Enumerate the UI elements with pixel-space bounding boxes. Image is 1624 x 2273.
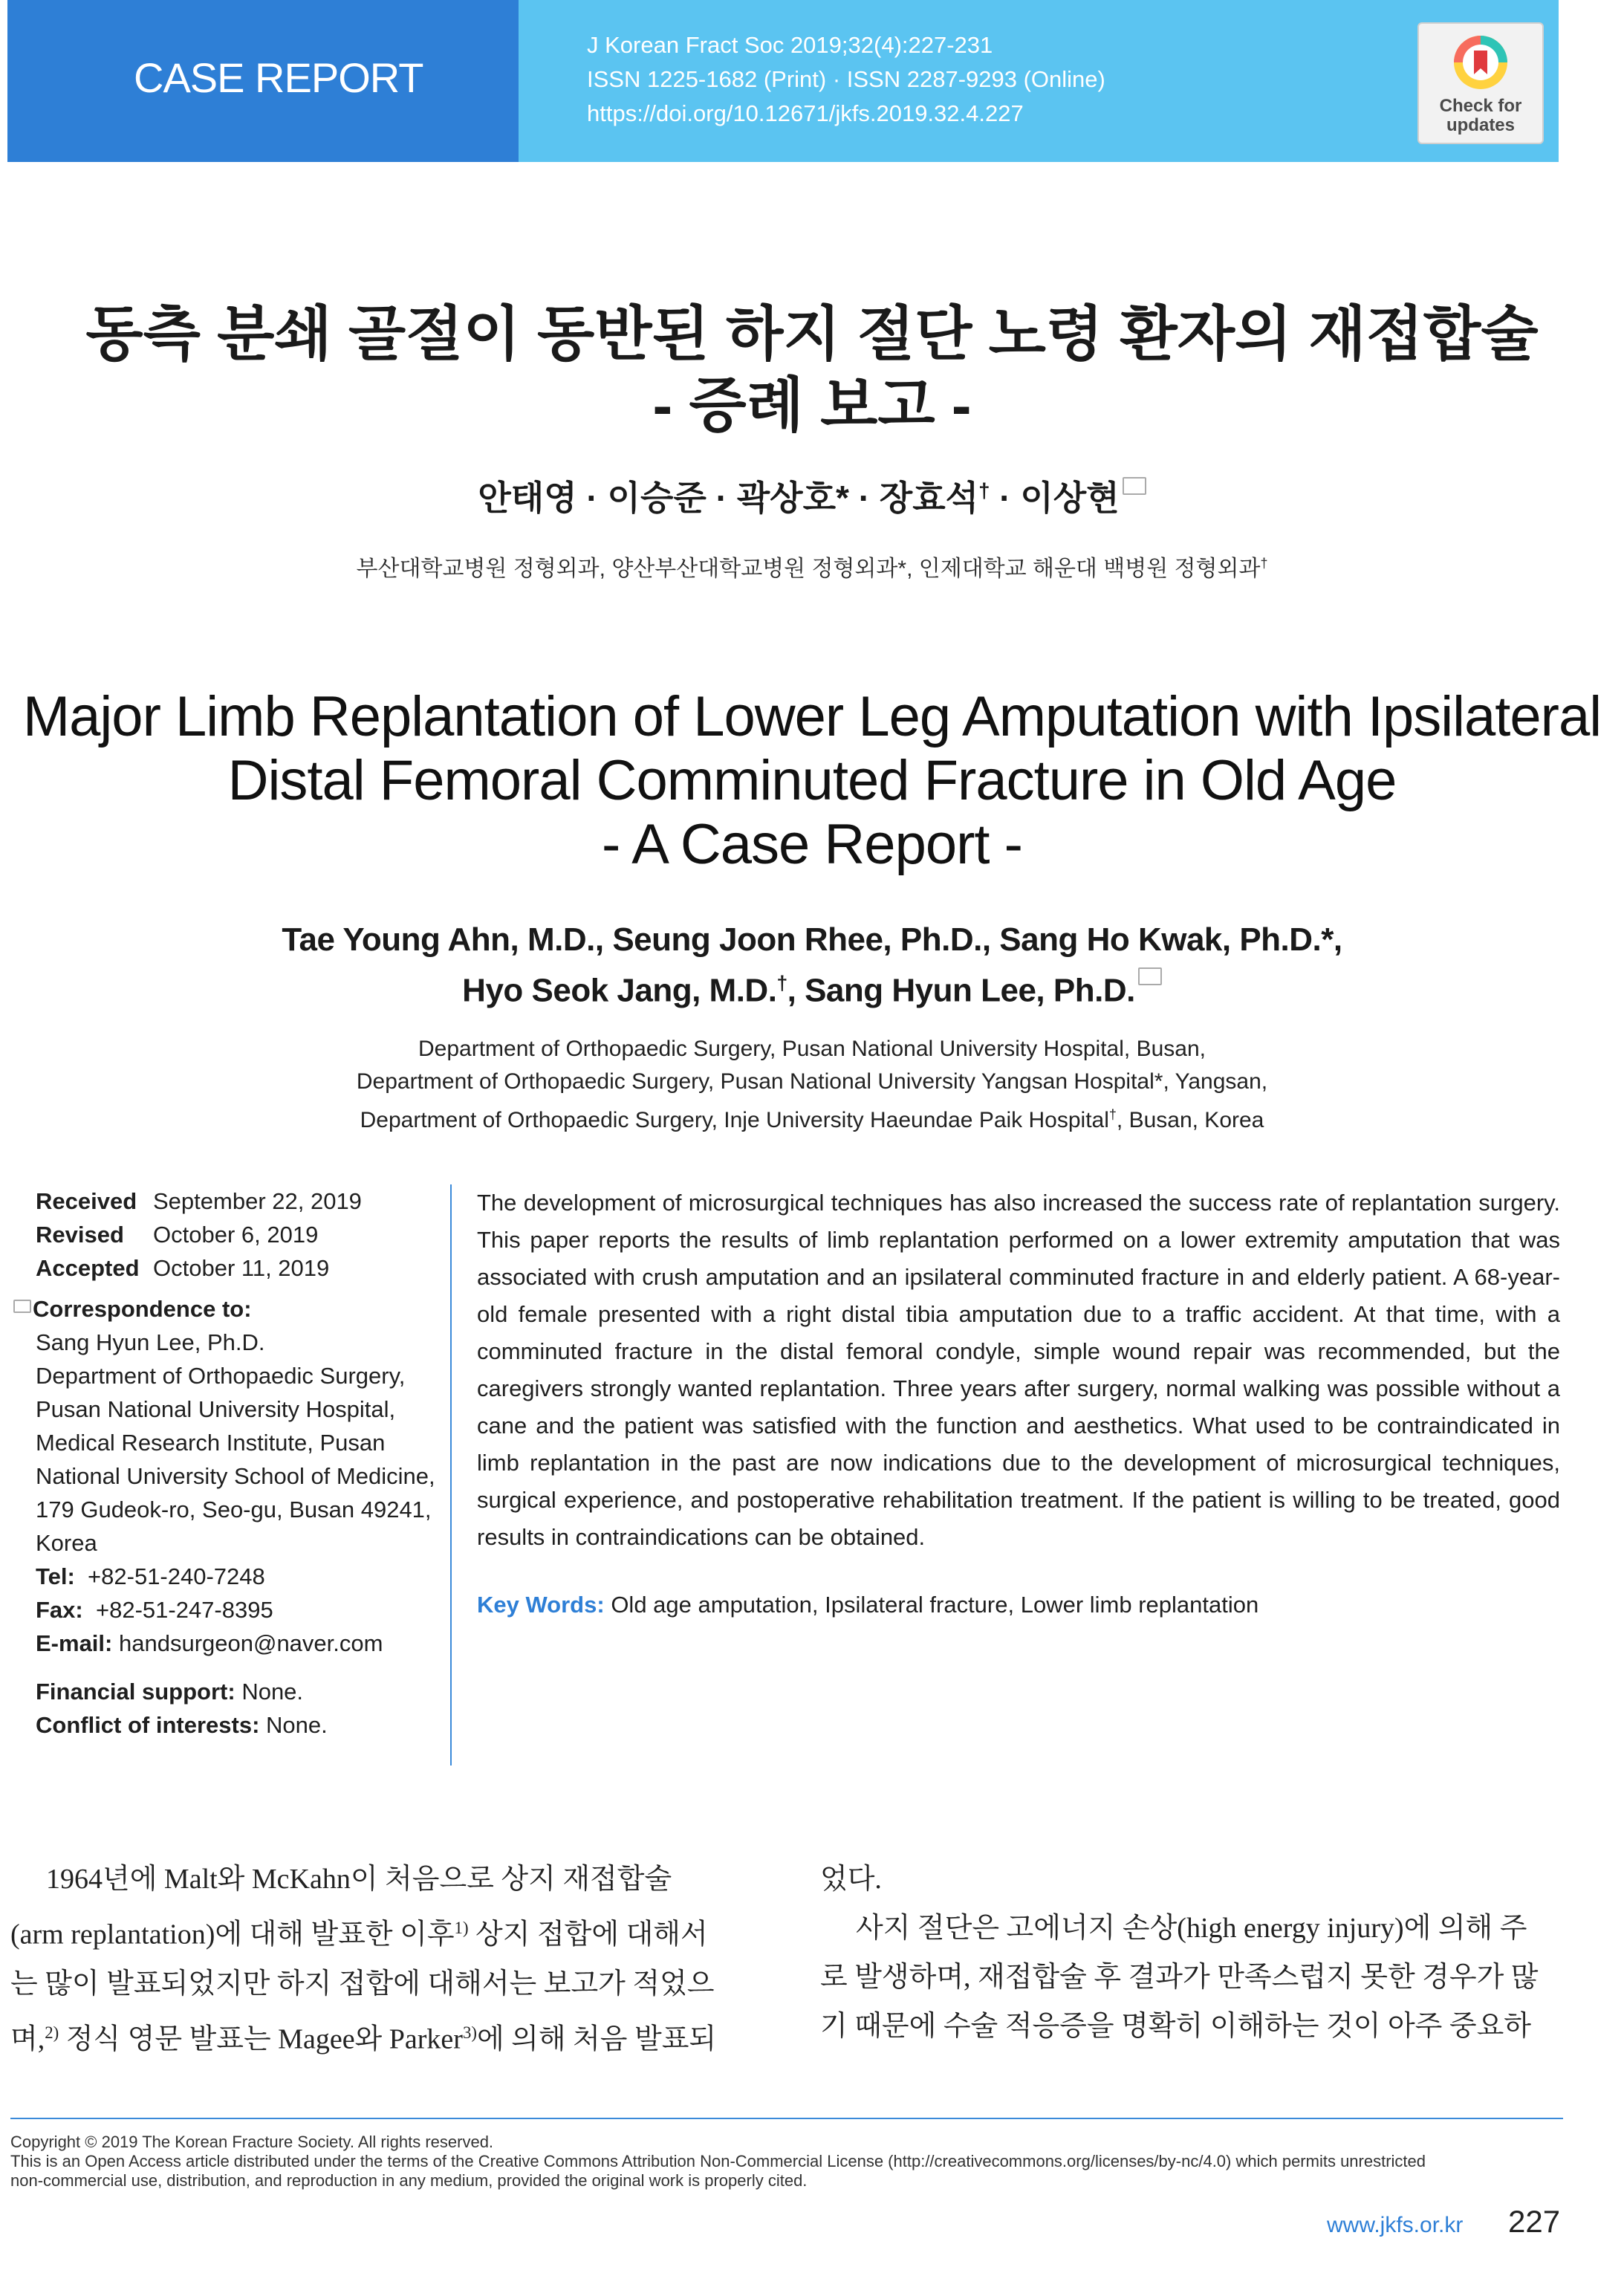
received-row — [36, 1184, 452, 1218]
doi-link[interactable]: https://doi.org/10.12671/jkfs.2019.32.4.227 — [587, 100, 1024, 126]
copyright-notice — [10, 2133, 1426, 2191]
fax-number: +82-51-247-8395 — [95, 1597, 273, 1623]
issn: ISSN 1225-1682 (Print) · ISSN 2287-9293 (Online) — [587, 66, 1105, 92]
address-line: Department of Orthopaedic Surgery, — [36, 1363, 406, 1389]
english-affiliation — [0, 1033, 1624, 1137]
korean-affiliation-text: 부산대학교병원 정형외과, 양산부산대학교병원 정형외과*, 인제대학교 해운대 백병원 정형외과 — [356, 557, 1261, 581]
body-line: 로 발생하며, 재접합술 후 결과가 만족스럽지 못한 경우가 많 — [820, 1962, 1539, 1993]
email-row — [36, 1627, 452, 1660]
english-authors — [0, 918, 1624, 1013]
conflict-value: None. — [266, 1712, 328, 1738]
korean-title-line1: 동측 분쇄 골절이 동반된 하지 절단 노령 환자의 재접합술 — [85, 301, 1539, 367]
body-line: 사지 절단은 고에너지 손상(high energy injury)에 의해 주 — [856, 1913, 1527, 1944]
address-line: Medical Research Institute, Pusan — [36, 1430, 386, 1456]
correspondence-label: Correspondence to: — [33, 1296, 252, 1322]
body-line — [10, 1904, 753, 1959]
financial-label: Financial support: — [36, 1679, 236, 1705]
received-date: September 22, 2019 — [153, 1188, 362, 1214]
affiliation-line3a: Department of Orthopaedic Surgery, Inje University Haeundae Paik Hospital — [360, 1108, 1109, 1132]
envelope-icon — [1138, 967, 1162, 985]
financial-row — [36, 1675, 452, 1708]
revised-row — [36, 1218, 452, 1251]
body-line: 기 때문에 수술 적응증을 명확히 이해하는 것이 아주 중요하 — [820, 2011, 1531, 2042]
sidebar-divider — [450, 1184, 452, 1765]
financial-value: None. — [241, 1679, 304, 1705]
korean-affiliation — [0, 550, 1624, 583]
dagger-mark: † — [1260, 556, 1268, 571]
english-title-line1: Major Limb Replantation of Lower Leg Amputation with Ipsilateral — [22, 685, 1602, 748]
reference-mark[interactable]: 2) — [45, 2023, 59, 2042]
conflict-label: Conflict of interests: — [36, 1712, 260, 1738]
email-link[interactable]: handsurgeon@naver.com — [118, 1630, 383, 1656]
english-authors-line2 — [0, 962, 1624, 1013]
conflict-row — [36, 1708, 452, 1742]
section-banner — [7, 0, 519, 162]
address-line: Sang Hyun Lee, Ph.D. — [36, 1329, 265, 1355]
license-line1: This is an Open Access article distributed under the terms of the Creative Commons Attribution Non-Commercial License (http://creativecommons.org/licenses/by-nc/4.0) which permits unrestricted — [10, 2152, 1426, 2170]
body-text: 에 의해 처음 발표되 — [476, 2023, 717, 2055]
citation: J Korean Fract Soc 2019;32(4):227-231 — [587, 32, 993, 58]
affiliation-line1: Department of Orthopaedic Surgery, Pusan National University Hospital, Busan, — [418, 1037, 1206, 1061]
english-authors-line2a: Hyo Seok Jang, M.D. — [462, 972, 777, 1009]
envelope-icon — [1123, 477, 1146, 495]
korean-authors-text: 안태영 · 이승준 · 곽상호* · 장효석 — [478, 479, 979, 517]
check-updates-line1: Check for — [1439, 96, 1522, 116]
english-title-line2: Distal Femoral Comminuted Fracture in Old Age — [227, 749, 1397, 812]
affiliation-line2: Department of Orthopaedic Surgery, Pusan National University Yangsan Hospital*, Yangsan, — [356, 1069, 1268, 1094]
keywords-list: Old age amputation, Ipsilateral fracture, Lower limb replantation — [611, 1592, 1259, 1618]
dagger-mark: † — [978, 479, 990, 502]
tel-number: +82-51-240-7248 — [88, 1563, 265, 1589]
received-label: Received — [36, 1188, 137, 1214]
english-authors-line1: Tae Young Ahn, M.D., Seung Joon Rhee, Ph.D., Sang Ho Kwak, Ph.D.*, — [282, 921, 1342, 958]
section-label: CASE REPORT — [134, 54, 423, 101]
article-info-sidebar — [33, 1184, 452, 1742]
affiliation-line3 — [0, 1098, 1624, 1137]
journal-website-link[interactable]: www.jkfs.or.kr — [1327, 2213, 1464, 2237]
body-line: 었다. — [820, 1864, 882, 1895]
footer-divider — [10, 2118, 1563, 2119]
body-text: 정식 영문 발표는 Magee와 Parker — [59, 2023, 463, 2055]
check-for-updates-button[interactable] — [1417, 22, 1544, 144]
fax-row — [36, 1593, 452, 1627]
accepted-date: October 11, 2019 — [153, 1255, 330, 1281]
revised-date: October 6, 2019 — [153, 1222, 319, 1248]
keywords-label: Key Words: — [477, 1592, 605, 1618]
envelope-icon — [13, 1300, 31, 1313]
abstract-text: The development of microsurgical techniques has also increased the success rate of replantation surgery. This paper reports the results of limb replantation performed on a lower extremity amputation that was associated with crush amputation and an ipsilateral comminuted fracture in and elderly patient. A 68-year-old female presented with a right distal tibia amputation due to a traffic accident. At that time, with a comminuted fracture in the distal femoral condyle, simple wound repair was recommended, but the caregivers strongly wanted replantation. Three years after surgery, normal walking was possible without a cane and the patient was satisfied with the function and aesthetics. What used to be contraindicated in limb replantation in the past are now indications due to the development of microsurgical techniques, surgical experience, and postoperative rehabilitation treatment. If the patient is willing to be treated, good results in contraindications can be obtained. — [477, 1190, 1560, 1550]
body-line — [10, 2008, 753, 2064]
license-line2: non-commercial use, distribution, and reproduction in any medium, provided the original work is properly cited. — [10, 2171, 808, 2190]
korean-title-line2: - 증례 보고 - — [652, 372, 972, 438]
tel-label: Tel: — [36, 1563, 75, 1589]
email-label: E-mail: — [36, 1630, 113, 1656]
address-line: National University School of Medicine, — [36, 1463, 435, 1489]
accepted-row — [36, 1251, 452, 1285]
reference-mark[interactable]: 1) — [454, 1919, 469, 1937]
dagger-mark: † — [776, 972, 787, 994]
address-line: Korea — [36, 1530, 97, 1556]
check-updates-icon — [1451, 33, 1510, 92]
reference-mark[interactable]: 3) — [462, 2023, 477, 2042]
body-column-right — [820, 1855, 1563, 2051]
korean-title — [0, 299, 1624, 441]
body-text: (arm replantation)에 대해 발표한 이후 — [10, 1919, 455, 1951]
body-line: 1964년에 Malt와 McKahn이 처음으로 상지 재접합술 — [46, 1864, 672, 1895]
body-column-left — [10, 1855, 753, 2063]
english-title-line3: - A Case Report - — [602, 813, 1022, 876]
address-line: Pusan National University Hospital, — [36, 1396, 396, 1422]
keywords — [477, 1592, 1258, 1618]
affiliation-line3b: , Busan, Korea — [1116, 1108, 1264, 1132]
copyright-line: Copyright © 2019 The Korean Fracture Society. All rights reserved. — [10, 2133, 494, 2151]
korean-authors — [0, 471, 1624, 520]
body-line: 는 많이 발표되었지만 하지 접합에 대해서는 보고가 적었으 — [10, 1968, 715, 2000]
body-text: 상지 접합에 대해서 — [468, 1919, 708, 1951]
revised-label: Revised — [36, 1222, 124, 1248]
accepted-label: Accepted — [36, 1255, 140, 1281]
check-updates-line2: updates — [1446, 115, 1515, 135]
korean-authors-last: · 이상현 — [990, 479, 1120, 517]
english-authors-line2b: , Sang Hyun Lee, Ph.D. — [787, 972, 1135, 1009]
address-line: 179 Gudeok-ro, Seo-gu, Busan 49241, — [36, 1497, 432, 1523]
tel-row — [36, 1560, 452, 1593]
english-title — [0, 685, 1624, 877]
dagger-mark: † — [1108, 1107, 1117, 1122]
journal-info-banner — [519, 0, 1559, 162]
correspondence-heading — [10, 1292, 452, 1326]
page-number: 227 — [1508, 2204, 1561, 2239]
body-text: 며, — [10, 2023, 45, 2055]
fax-label: Fax: — [36, 1597, 83, 1623]
